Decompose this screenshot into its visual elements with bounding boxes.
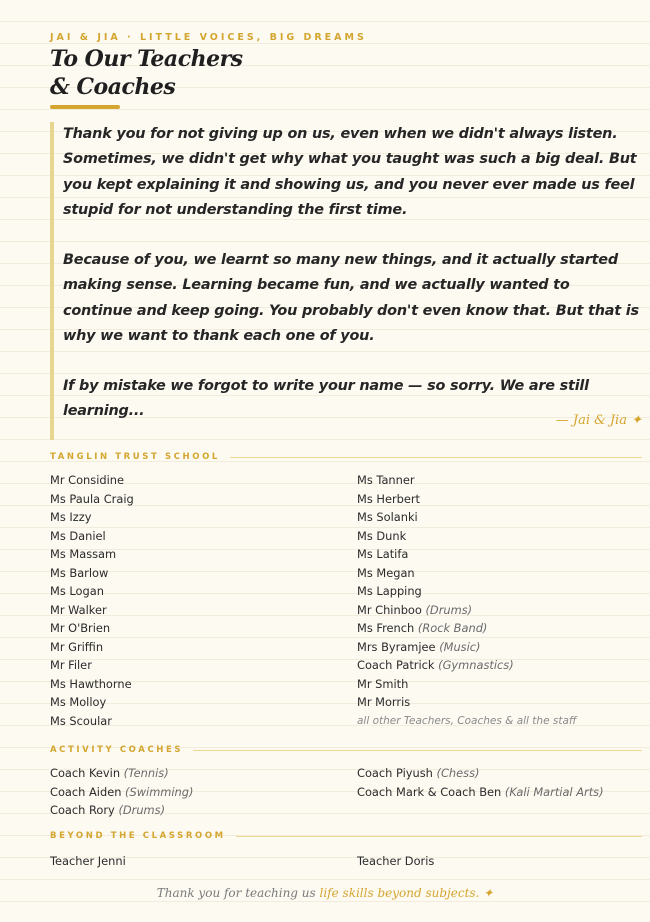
list-item (357, 564, 576, 583)
section-title-beyond: BEYOND THE CLASSROOM (50, 831, 226, 841)
letter-paragraph-1: Thank you for not giving up on us, even when we didn't always listen. Sometimes, we didn't get why what you taught was such a big deal. But you kept explaining it and showing us, and you never ever made us feel stupid for not understanding the first time. (63, 126, 637, 218)
person-note: (Music) (439, 639, 481, 654)
list-item (357, 490, 576, 509)
person-name: Ms Izzy (50, 510, 92, 524)
section-header-beyond (50, 830, 642, 842)
person-name: Ms French (357, 621, 415, 635)
person-name: Ms Latifa (357, 547, 409, 561)
list-item (50, 471, 134, 490)
list-item (50, 693, 134, 712)
list-item (357, 471, 576, 490)
list-item (357, 764, 604, 783)
footer-prefix: Thank you for teaching us (156, 886, 320, 900)
list-item (357, 693, 576, 712)
person-name: Ms Dunk (357, 528, 407, 543)
person-note: (Swimming) (125, 784, 194, 799)
section-title-activity: ACTIVITY COACHES (50, 745, 184, 755)
list-item (357, 783, 604, 802)
list-item (50, 852, 126, 871)
title-underline (50, 105, 120, 109)
letter-signature (556, 413, 642, 428)
list-item (50, 675, 134, 694)
person-name: Teacher Jenni (50, 854, 126, 868)
footer-message (0, 886, 650, 900)
person-name: Teacher Doris (357, 854, 435, 868)
person-name: Coach Aiden (50, 784, 122, 799)
section-divider (230, 457, 642, 458)
thank-you-letter (50, 122, 642, 440)
person-note: (Chess) (436, 766, 480, 780)
list-item (50, 638, 134, 657)
person-note: (Gymnastics) (438, 658, 514, 672)
list-item (50, 564, 134, 583)
list-item (357, 656, 576, 675)
school-list-left (50, 471, 134, 730)
beyond-list-right (357, 852, 434, 871)
title-line-2: & Coaches (50, 74, 176, 100)
list-item (50, 490, 134, 509)
list-item (50, 527, 134, 546)
section-title-school: TANGLIN TRUST SCHOOL (50, 452, 220, 462)
list-item (357, 638, 576, 657)
person-name: Ms Paula Craig (50, 491, 134, 506)
person-name: Mr Chinboo (357, 602, 422, 617)
list-item (50, 601, 134, 620)
list-item (357, 601, 576, 620)
list-item (357, 508, 576, 527)
person-note: (Tennis) (123, 766, 169, 780)
list-item (357, 527, 576, 546)
person-note: (Rock Band) (417, 621, 488, 635)
person-name: Mr Considine (50, 473, 124, 487)
activity-list-left (50, 764, 193, 820)
list-item (357, 675, 576, 694)
person-name: Ms Herbert (357, 491, 421, 506)
closing-note: all other Teachers, Coaches & all the staff (357, 714, 577, 727)
person-name: Mr Griffin (50, 639, 104, 654)
list-item (357, 852, 434, 871)
sparkle-icon: ✦ (631, 413, 642, 428)
list-item (357, 619, 576, 638)
section-header-activity (50, 744, 642, 756)
footer-highlight: life skills beyond subjects. (319, 886, 480, 900)
person-name: Ms Hawthorne (50, 676, 132, 691)
list-item (357, 545, 576, 564)
person-name: Mrs Byramjee (357, 639, 436, 654)
person-name: Ms Lapping (357, 584, 422, 598)
list-item (357, 582, 576, 601)
person-name: Mr O'Brien (50, 621, 111, 635)
letter-paragraph-3: If by mistake we forgot to write your name — so sorry. We are still learning... (63, 378, 589, 420)
person-name: Coach Mark & Coach Ben (357, 784, 502, 799)
person-name: Ms Scoular (50, 713, 112, 728)
person-name: Ms Daniel (50, 528, 106, 543)
person-name: Ms Massam (50, 547, 117, 561)
school-list-right (357, 471, 576, 730)
person-name: Ms Barlow (50, 565, 109, 580)
list-item (50, 783, 193, 802)
person-name: Coach Rory (50, 803, 115, 817)
person-note: (Kali Martial Arts) (504, 784, 604, 799)
beyond-list-left (50, 852, 126, 871)
person-note: (Drums) (425, 602, 473, 617)
person-name: Ms Tanner (357, 473, 415, 487)
activity-list-right (357, 764, 604, 801)
list-item (50, 508, 134, 527)
list-item (50, 656, 134, 675)
list-item (50, 582, 134, 601)
person-name: Ms Megan (357, 565, 415, 580)
list-item (50, 619, 134, 638)
person-name: Mr Filer (50, 658, 92, 672)
person-name: Mr Walker (50, 602, 107, 617)
person-name: Coach Piyush (357, 766, 433, 780)
section-divider (236, 836, 642, 837)
person-name: Ms Logan (50, 584, 104, 598)
list-item (50, 801, 193, 820)
person-name: Mr Morris (357, 695, 411, 709)
list-item (50, 764, 193, 783)
letter-paragraph-2: Because of you, we learnt so many new things, and it actually started making sense. Learning became fun, and we actually wanted to continue and keep going. You probably don't even know that. But that is why we want to thank each one of you. (63, 252, 639, 344)
section-divider (193, 750, 642, 751)
section-header-school (50, 451, 642, 463)
sparkle-icon: ✦ (483, 886, 494, 900)
page-kicker: JAI & JIA · LITTLE VOICES, BIG DREAMS (50, 32, 367, 43)
person-name: Mr Smith (357, 676, 409, 691)
signature-text: — Jai & Jia (555, 413, 627, 428)
person-note: (Drums) (118, 803, 166, 817)
person-name: Ms Solanki (357, 510, 418, 524)
person-name: Coach Kevin (50, 766, 121, 780)
page-title (50, 45, 243, 101)
title-line-1: To Our Teachers (50, 46, 243, 72)
person-name: Coach Patrick (357, 658, 435, 672)
list-item (50, 545, 134, 564)
list-item (50, 712, 134, 731)
person-name: Ms Molloy (50, 695, 107, 709)
